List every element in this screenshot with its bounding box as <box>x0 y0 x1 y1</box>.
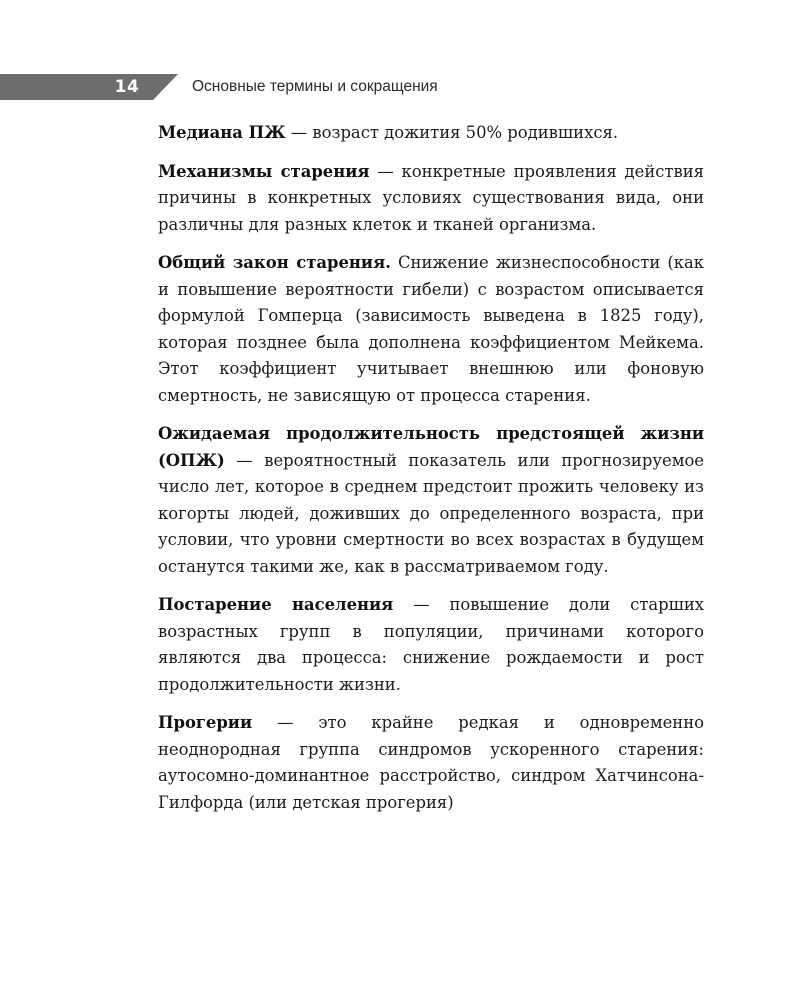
glossary-content <box>158 120 704 828</box>
glossary-term: Медиана ПЖ <box>158 123 286 142</box>
glossary-definition: конкретные проявления действия причины в конкретных условиях существования вида, они различны для разных клеток и тканей организма. <box>158 161 704 234</box>
glossary-term: Постарение населения <box>158 595 394 614</box>
glossary-entry <box>158 120 704 147</box>
term-separator: — <box>393 595 450 614</box>
glossary-term: Механизмы старения <box>158 161 370 181</box>
term-separator: — <box>252 713 319 732</box>
glossary-entry <box>158 592 704 698</box>
page-number: 14 <box>114 77 140 97</box>
term-separator <box>391 253 398 272</box>
glossary-entry <box>158 421 704 580</box>
glossary-entry <box>158 710 704 816</box>
running-title: Основные термины и сокращения <box>192 78 438 95</box>
term-separator: — <box>285 123 313 142</box>
glossary-definition: это крайне редкая и одновременно неоднородная группа синдромов ускоренного старения: аутосомно-доминантное расстройство, синдром Хатчинсона-Гилфорда (или детская прогерия) <box>158 713 705 812</box>
glossary-definition: возраст дожития 50% родившихся. <box>312 123 619 142</box>
glossary-term: Ожидаемая продолжительность предстоящей жизни (ОПЖ) <box>158 424 704 470</box>
glossary-term: Прогерии <box>158 713 253 732</box>
glossary-definition: вероятностный показатель или прогнозируемое число лет, которое в среднем предстоит прожить человеку из когорты людей, доживших до определенного возраста, при условии, что уровни смертности во всех возрастах в будущем останутся такими же, как в рассматриваемом году. <box>158 450 705 576</box>
page-header <box>0 74 800 100</box>
glossary-definition: Снижение жизнеспособности (как и повышение вероятности гибели) с возрастом описывается формулой Гомперца (зависимость выведена в 1825 году), которая позднее была дополнена коэффициентом Мейкема. Этот коэффициент учитывает внешнюю или фоновую смертность, не зависящую от процесса старения. <box>158 253 704 405</box>
glossary-entry <box>158 159 704 239</box>
glossary-definition: повышение доли старших возрастных групп в популяции, причинами которого являются два процесса: снижение рождаемости и рост продолжительности жизни. <box>158 595 705 694</box>
term-separator: — <box>224 450 265 470</box>
glossary-term: Общий закон старения. <box>158 253 391 272</box>
term-separator: — <box>369 161 402 181</box>
glossary-entry <box>158 250 704 409</box>
page-number-tab <box>0 74 178 100</box>
